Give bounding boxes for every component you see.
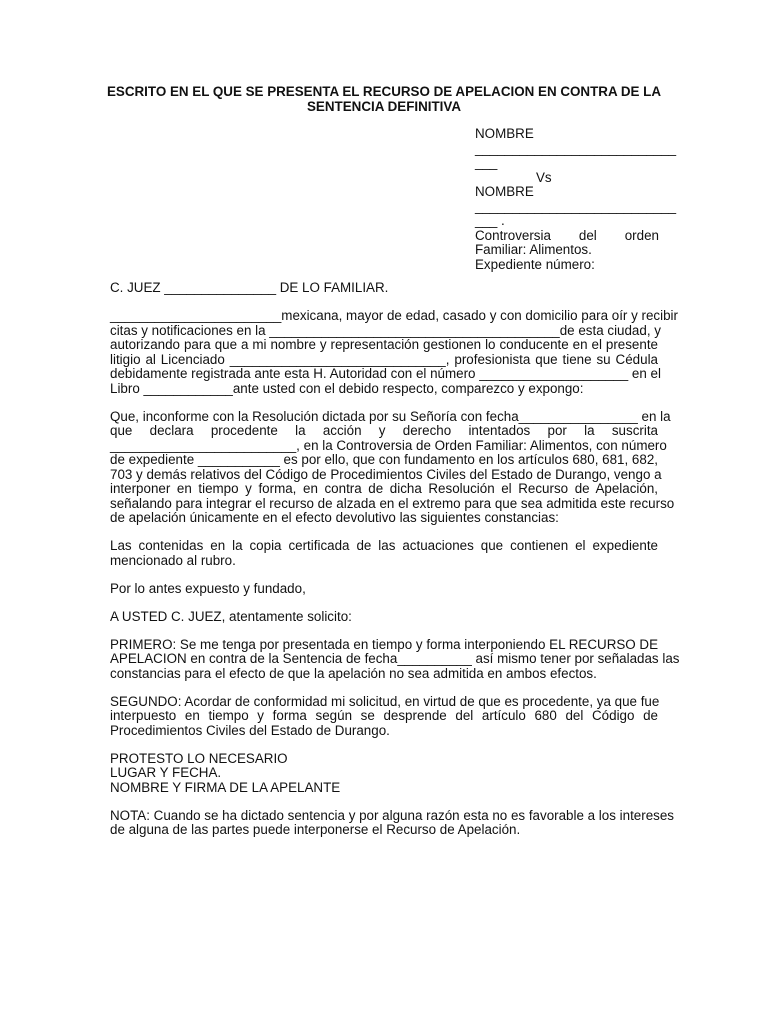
header-line: ___ [475,155,498,170]
text-line: _________________________, en la Controversia de Orden Familiar: Alimentos, con número [110,437,667,453]
paragraph [110,308,678,396]
text-line: interpuesto en tiempo y forma según se desprende del artículo 680 del Código de [110,708,658,723]
paragraph [110,695,658,739]
text-line: C. JUEZ _______________ DE LO FAMILIAR. [110,280,389,295]
header-line: NOMBRE [475,184,534,199]
text-line: de apelación únicamente en el efecto devolutivo las siguientes constancias: [110,510,559,525]
text-line: autorizando para que a mi nombre y representación gestionen lo conducente en el presente [110,337,658,352]
text-line: Libro ____________ante usted con el debido respecto, comparezco y expongo: [110,380,584,396]
text-line: 703 y demás relativos del Código de Procedimientos Civiles del Estado de Durango, vengo a [110,466,662,482]
paragraph [110,582,658,597]
text-line: señalando para integrar el recurso de alzada en el extremo para que sea admitida este recurso [110,495,675,511]
text-line: citas y notificaciones en la _______________________________________de esta ciudad, y [110,322,661,338]
paragraph [110,408,675,526]
text-line: SEGUNDO: Acordar de conformidad mi solicitud, en virtud de que es procedente, ya que fue [110,693,660,709]
header-line: ___________________________ [475,198,677,214]
paragraph [110,752,658,796]
paragraph [110,281,658,296]
header-line: ___________________________ [475,140,677,156]
document-body [110,280,680,851]
title-line: ESCRITO EN EL QUE SE PRESENTA EL RECURSO DE APELACION EN CONTRA DE LA [106,84,662,99]
text-line: debidamente registrada ante esta H. Autoridad con el número ____________________ en el [110,366,661,381]
paragraph [110,539,658,568]
text-line: interponer en tiempo y forma, en contra de dicha Resolución el Recurso de Apelación, [110,481,658,496]
text-line: NOTA: Cuando se ha dictado sentencia y por alguna razón esta no es favorable a los intereses [110,807,674,823]
text-line: Por lo antes expuesto y fundado, [110,580,306,596]
header-line: ___ . [475,213,505,228]
case-header [475,126,677,272]
header-line: Expediente número: [475,256,595,272]
text-line: APELACION en contra de la Sentencia de fecha__________ así mismo tener por señaladas las [110,651,680,666]
text-line: de alguna de las partes puede interponerse el Recurso de Apelación. [110,822,521,837]
text-line: Procedimientos Civiles del Estado de Durango. [110,722,390,738]
text-line: de expediente ___________ es por ello, que con fundamento en los artículos 680, 681, 682, [110,452,658,467]
header-line: Familiar: Alimentos. [475,242,592,257]
text-line: litigio al Licenciado _____________________________, profesionista que tiene su Cédula [110,351,658,367]
paragraph [110,807,674,838]
header-line: NOMBRE [475,126,534,141]
document-title [100,85,668,114]
text-line: LUGAR Y FECHA. [110,765,222,780]
text-line: constancias para el efecto de que la apelación no sea admitida en ambos efectos. [110,665,597,681]
text-line: que declara procedente la acción y derecho intentados por la suscrita [110,423,658,438]
text-line: A USTED C. JUEZ, atentamente solicito: [110,608,352,624]
text-line: PROTESTO LO NECESARIO [110,750,288,766]
text-line: Que, inconforme con la Resolución dictada por su Señoría con fecha________________ en la [110,408,671,424]
paragraph [110,636,680,682]
text-line: PRIMERO: Se me tenga por presentada en tiempo y forma interponiendo EL RECURSO DE [110,636,659,652]
text-line: mencionado al rubro. [110,552,236,568]
text-line: NOMBRE Y FIRMA DE LA APELANTE [110,779,341,795]
text-line: _______________________mexicana, mayor de edad, casado y con domicilio para oír y recibir [110,308,678,323]
header-line-vs: Vs [536,169,552,185]
text-line: Las contenidas en la copia certificada de las actuaciones que contienen el expediente [110,538,658,553]
title-line: SENTENCIA DEFINITIVA [307,98,461,114]
paragraph [110,610,658,625]
header-line: Controversia del orden [475,227,659,243]
